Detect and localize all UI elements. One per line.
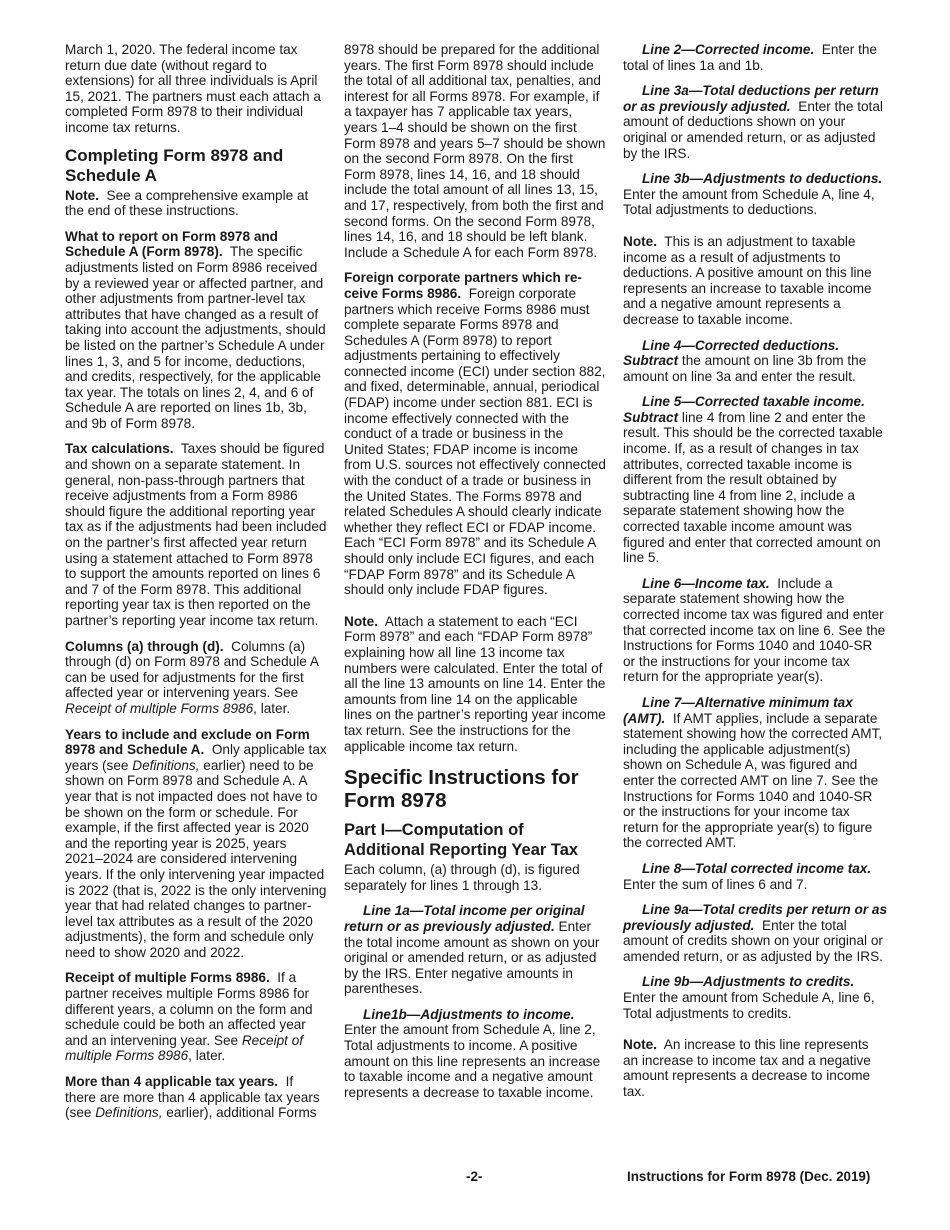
line-5-text: line 4 from line 2 and enter the result. This should be the corrected taxable income. If, as a result of changes in tax attributes, corrected taxable income is different from the result obtained by subtracting line 4 from line 2, include a separate statement showing how the corrected taxable income amount was figured and enter that corrected amount on line 5. [623,409,883,566]
line-9a-text: Enter the total amount of credits shown on your original or amended return, or as adjusted by the IRS. [623,917,883,964]
years-label: Years to include and exclude on Form 8978 and Schedule A. [65,726,310,758]
line-6-text: Include a separate statement showing how the corrected income tax was figured and enter that corrected income tax on line 6. See the Instructions for Forms 1040 and 1040-SR or the instructions for your income tax return for the appropriate year(s). [623,575,886,685]
note-paragraph [65,188,327,219]
receipt-ref: Receipt of multiple Forms 8986 [65,1032,304,1064]
line-3a-text: Enter the total amount of deductions shown on your original or amended return, or as adjusted by the IRS. [623,98,883,161]
foreign-label: Foreign corporate partners which receive Forms 8986. [344,270,582,301]
deductions-note-paragraph [623,234,887,328]
note-text: Attach a statement to each “ECI Form 8978” and each “FDAP Form 8978” explaining how all line 13 income tax numbers were calculated. Enter the total of all the line 13 amounts on line 14. Enter the amounts from line 14 on the applicable lines on the partner’s reporting year income tax return. See the instructions for the applicable income tax return. [344,613,606,754]
line-1a-label: Line 1a—Total income per original return or as previously adjusted. [344,903,585,934]
column-3 [623,42,887,1110]
page-number: -2- [466,1169,483,1184]
tax-text: Taxes should be figured and shown on a separate statement. In general, non-pass-through partners that receive adjustments from a Form 8986 should figure the additional reporting year tax as if the adjustments had been included on the partner’s first affected year return using a statement attached to Form 8978 to support the amounts reported on lines 6 and 7 of the Form 8978. This additional reporting year tax is then reported on the partner’s reporting year income tax return. [65,441,327,628]
line-3b-text: Enter the amount from Schedule A, line 4, Total adjustments to deductions. [623,186,875,218]
note-text: An increase to this line represents an increase to income tax and a negative amount represents a decrease to income tax. [623,1037,871,1100]
line-1b-paragraph [344,1007,606,1101]
part-1-text: Each column, (a) through (d), is figured separately for lines 1 through 13. [344,862,580,893]
footer-title: Instructions for Form 8978 (Dec. 2019) [627,1169,871,1184]
column-1 [65,42,327,1131]
line-7-paragraph [623,695,887,851]
line-3a-paragraph [623,83,887,161]
line-7-label: Line 7—Alternative minimum tax (AMT). [623,694,853,726]
note-label: Note. [65,187,99,203]
years-text-1: Only applicable tax years (see [65,742,327,773]
receipt-text: If a partner receives multiple Forms 8986 for different years, a column on the form and schedule could be both an affected year and an intervening year. See [65,970,313,1048]
years-paragraph [65,727,327,961]
note-text: This is an adjustment to taxable income as a result of adjustments to deductions. A positive amount on this line represents an increase to taxable income and a negative amount represents a decrease to taxable income. [623,233,872,327]
foreign-partners-paragraph [344,270,606,597]
what-to-report-paragraph [65,229,327,432]
tax-label: Tax calculations. [65,441,174,457]
cols-label: Columns (a) through (d). [65,638,224,654]
line-4-text: the amount on line 3b from the amount on line 3a and enter the result. [623,353,867,384]
line-2-label: Line 2—Corrected income. [642,42,815,57]
line-8-text: Enter the sum of lines 6 and 7. [623,876,808,892]
part-1-heading: Part I—Computation of Additional Reporting Year Tax [344,821,579,860]
column-2 [344,42,606,1110]
line-4-subtract: Subtract [623,353,679,369]
foreign-text: Foreign corporate partners which receive Forms 8986 must complete separate Forms 8978 and Schedules A (Form 8978) to report adjustments pertaining to effectively connected income (ECI) under section 882, and fixed, determinable, annual, periodical (FDAP) income under section 881. ECI is income effectively connected with the conduct of a trade or business in the United States; FDAP income is income from U.S. sources not effectively connected with the conduct of a trade or business in the United States. The Forms 8978 and related Schedules A should clearly indicate whether they reflect ECI or FDAP income. Each “ECI Form 8978” and its Schedule A should only include ECI figures, and each “FDAP Form 8978” and its Schedule A should only include FDAP figures. [344,285,606,598]
what-label: What to report on Form 8978 and Schedule A (Form 8978). [65,228,278,260]
more-ref: Definitions, [95,1105,163,1121]
line-9b-label: Line 9b—Adjustments to credits. [642,974,855,990]
line-5-paragraph [623,394,887,566]
line-5-subtract: Subtract [623,409,679,425]
years-text-2: earlier) need to be shown on Form 8978 and Schedule A. A year that is not impacted does not have to be shown on the form or schedule. For example, if the first affected year is 2020 and the reporting year is 2025, years 2021–2024 are considered intervening years. If the only intervening year impacted is 2022 (that is, 2022 is the only intervening year that had related changes to partner-level tax attributes as a result of the 2020 adjustments), the form and schedule only need to show 2020 and 2022. [65,757,327,960]
line-5-label: Line 5—Corrected taxable income. [642,394,865,410]
note-label: Note. [623,1037,657,1053]
line-1b-label: Line1b—Adjustments to income. [363,1006,575,1022]
tax-calculations-paragraph [65,441,327,628]
intro-paragraph: March 1, 2020. The federal income tax return due date (without regard to extensions) for all three individuals is April 15, 2021. The partners must each attach a completed Form 8978 to their individual income tax returns. [65,42,321,135]
note-label: Note. [344,613,378,629]
line-6-paragraph [623,576,887,685]
section-heading-completing: Completing Form 8978 and Schedule A [65,145,284,185]
line-2-paragraph [623,42,887,73]
more-than-4-paragraph [65,1074,327,1121]
note-label: Note. [623,233,657,249]
line-9b-text: Enter the amount from Schedule A, line 6, Total adjustments to credits. [623,990,875,1021]
line-7-text: If AMT applies, include a separate statement showing how the corrected AMT, including the applicable adjustment(s) shown on Schedule A, was figured and enter the corrected AMT on line 7. See the Instructions for Forms 1040 and 1040-SR or the instructions for your income tax return for the appropriate year(s) to figure the corrected AMT. [623,710,883,851]
line-2-text: Enter the total of lines 1a and 1b. [623,42,877,73]
columns-paragraph [65,639,327,717]
line-9a-label: Line 9a—Total credits per return or as previously adjusted. [623,902,888,933]
more-text-1: If there are more than 4 applicable tax years (see [65,1074,320,1121]
line-3b-paragraph [623,171,887,218]
line-4-paragraph [623,338,887,385]
line-9b-paragraph [623,974,887,1021]
cols-ref: Receipt of multiple Forms 8986 [65,700,254,716]
specific-instructions-heading: Specific Instructions for Form 8978 [344,766,579,813]
receipt-paragraph [65,970,327,1064]
receipt-label: Receipt of multiple Forms 8986. [65,970,270,986]
line-3a-label: Line 3a—Total deductions per return or as previously adjusted. [623,83,879,114]
line-8-paragraph [623,861,887,892]
what-text: The specific adjustments listed on Form 8986 received by a reviewed year or affected partner, and other adjustments from partner-level tax attributes that have changed as a result of taking into account the adjustments, should be listed on the partner’s Schedule A under lines 1, 3, and 5 for income, deductions, and credits, respectively, for the applicable tax year. The totals on lines 2, 4, and 6 of Schedule A are reported on lines 1b, 3b, and 9b of Form 8978. [65,244,326,431]
line-3b-label: Line 3b—Adjustments to deductions. [642,171,883,187]
cols-text: Columns (a) through (d) on Form 8978 and Schedule A can be used for adjustments for the first affected year or intervening years. See [65,638,319,701]
eci-note-paragraph [344,614,606,754]
line-1a-paragraph [344,903,606,997]
note-text: See a comprehensive example at the end of these instructions. [65,187,309,219]
continued-paragraph: 8978 should be prepared for the additional years. The first Form 8978 should include the total of all additional tax, penalties, and interest for all Forms 8978. For example, if a taxpayer has 7 applicable tax years, years 1–4 should be shown on the first Form 8978 and years 5–7 should be shown on the second Form 8978. On the first Form 8978, lines 14, 16, and 18 should include the total amount of all lines 13, 15, and 17, respectively, from both the first and second forms. On the second Form 8978, lines 14, 16, and 18 should be left blank. Include a Schedule A for each Form 8978. [344,42,606,260]
years-ref: Definitions, [132,757,200,773]
line-4-label: Line 4—Corrected deductions. [642,337,840,353]
line-1a-text: Enter the total income amount as shown on your original or amended return, or as adjusted by the IRS. Enter negative amounts in parentheses. [344,918,600,997]
line-9a-paragraph [623,902,887,964]
cols-end: , later. [253,700,291,716]
line-6-label: Line 6—Income tax. [642,575,770,591]
credits-note-paragraph [623,1037,887,1099]
receipt-end: , later. [188,1048,226,1064]
line-8-label: Line 8—Total corrected income tax. [642,860,872,876]
line-1b-text: Enter the amount from Schedule A, line 2, Total adjustments to income. A positive amount on this line represents an increase to taxable income and a negative amount represents a decrease to taxable income. [344,1022,601,1100]
more-label: More than 4 applicable tax years. [65,1074,279,1090]
more-text-2: earlier), additional Forms [166,1105,317,1121]
